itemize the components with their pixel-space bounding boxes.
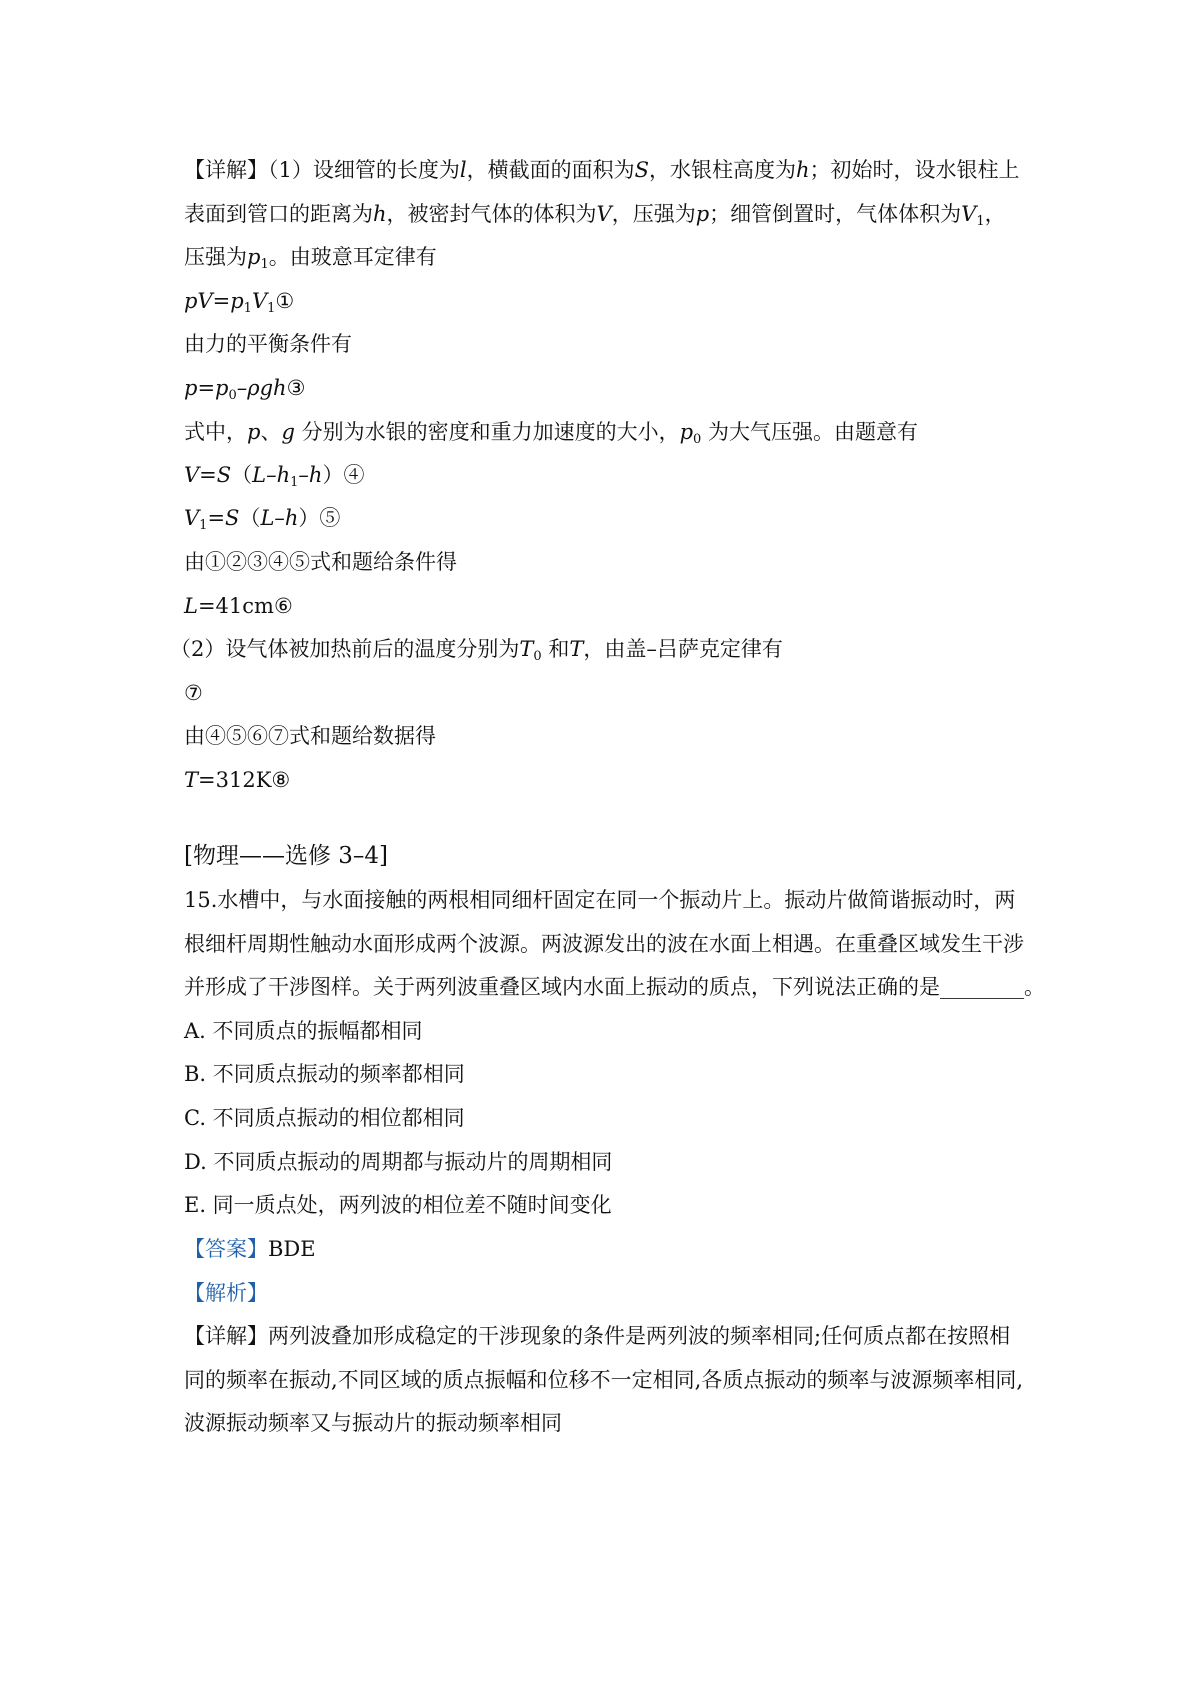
answer-tag: 【答案】 [184,1237,268,1261]
detail2-line-1 [184,1321,1010,1351]
subscript: 1 [290,475,299,490]
var-L: L [184,594,198,618]
eq-mark: ③ [286,376,306,400]
text-run: （ [239,506,261,530]
text-run: 表面到管口的距离为 [184,202,373,226]
text-run: 、 [260,420,282,444]
var-p: p [695,202,710,226]
subscript: 1 [243,301,252,316]
part-2-text [170,634,783,664]
var-p0: p [679,420,694,444]
analysis-tag: 【解析】 [184,1281,268,1305]
question-line-1: 15.水槽中，与水面接触的两根相同细杆固定在同一个振动片上。振动片做简谐振动时，两 [184,888,1016,912]
var-T0: T [519,637,534,661]
equation-3 [184,373,305,403]
text-run: 由力的平衡条件有 [184,332,352,356]
option-e: E. 同一质点处，两列波的相位差不随时间变化 [184,1193,612,1217]
subscript: 0 [693,432,702,447]
subscript: 0 [533,649,542,664]
force-balance-text [184,329,352,359]
text-run: 为大气压强。由题意有 [701,420,919,444]
eq-text: V [251,289,268,313]
answer-line [184,1234,316,1264]
text-run: 分别为水银的密度和重力加速度的大小， [294,420,680,444]
text-run: =312K⑧ [198,768,291,792]
option-d: D. 不同质点振动的周期都与振动片的周期相同 [184,1150,613,1174]
subscript: 1 [260,257,269,272]
option-c: C. 不同质点振动的相位都相同 [184,1106,465,1130]
var-g: g [281,420,295,444]
equation-5 [184,503,340,533]
text-run: （2）设气体被加热前后的温度分别为 [170,637,520,661]
text-run: ；初始时，设水银柱上 [809,158,1020,182]
text-run: 。由玻意耳定律有 [268,245,437,269]
detail2-line-2: 同的频率在振动,不同区域的质点振幅和位移不一定相同,各质点振动的频率与波源频率相同, [184,1368,1024,1392]
text-run: 压强为 [184,245,247,269]
section-header: [物理——选修 3–4] [184,843,389,869]
var-l: l [459,158,467,182]
eq-mark: ① [275,289,295,313]
text-run: ，水银柱高度为 [648,158,796,182]
subscript: 1 [199,518,208,533]
combine-text-1 [184,547,457,577]
answer-value: BDE [268,1237,316,1261]
subscript: 1 [267,301,276,316]
detail-paragraph-line-2 [184,199,1006,229]
text-run: ，被密封气体的体积为 [386,202,597,226]
option-a: A. 不同质点的振幅都相同 [184,1019,423,1043]
var-T: T [569,637,584,661]
eq-text: V=S [184,463,232,487]
eq-mark: ）⑤ [298,506,341,530]
var-h: h [373,202,387,226]
var-rho: p [247,420,261,444]
text-run: 式中， [184,420,247,444]
eq-text: V [184,506,200,530]
text-run: 两列波叠加形成稳定的干涉现象的条件是两列波的频率相同;任何质点都在按照相 [268,1324,1011,1348]
result-T [184,765,290,795]
text-run: ，横截面的面积为 [466,158,635,182]
subscript: 1 [976,214,985,229]
equation-7 [184,678,203,708]
text-run: ， [984,202,1006,226]
eq-text: p=p [184,376,229,400]
text-run: ，压强为 [611,202,696,226]
eq-text: L–h [252,463,291,487]
result-L [184,591,293,621]
eq-text: =S [207,506,240,530]
text-run: ，由盖–吕萨克定律有 [583,637,783,661]
var-T: T [184,768,199,792]
var-V: V [596,202,612,226]
eq-text: L–h [260,506,299,530]
option-b: B. 不同质点振动的频率都相同 [184,1062,465,1086]
text-run: 由①②③④⑤式和题给条件得 [184,550,457,574]
eq-mark: ）④ [322,463,365,487]
detail2-line-3: 波源振动频率又与振动片的振动频率相同 [184,1411,562,1435]
subscript: 0 [228,388,237,403]
question-line-2: 根细杆周期性触动水面形成两个波源。两波源发出的波在水面上相遇。在重叠区域发生干涉 [184,932,1024,956]
eq-mark: ⑦ [184,681,203,705]
detail-paragraph-line-1 [184,155,1020,185]
eq-text: pV=p [184,289,244,313]
text-run: （ [231,463,253,487]
question-line-3: 并形成了干涉图样。关于两列波重叠区域内水面上振动的质点，下列说法正确的是________。 [184,975,1045,999]
var-S: S [634,158,649,182]
detail-tag: 【详解】 [184,158,268,182]
text-run: （1）设细管的长度为 [268,158,460,182]
detail-tag: 【详解】 [184,1324,268,1348]
detail-paragraph-line-3 [184,242,437,272]
var-h: h [795,158,810,182]
eq-text: –ρgh [236,376,287,400]
text-run: =41cm⑥ [197,594,293,618]
equation-1 [184,286,294,316]
where-text [184,417,918,447]
text-run: ；细管倒置时，气体体积为 [709,202,962,226]
combine-text-2 [184,721,436,751]
text-run: 和 [541,637,570,661]
equation-4 [184,460,364,490]
eq-text: –h [298,463,323,487]
var-V1: V [961,202,977,226]
text-run: 由④⑤⑥⑦式和题给数据得 [184,724,436,748]
var-p1: p [247,245,261,269]
